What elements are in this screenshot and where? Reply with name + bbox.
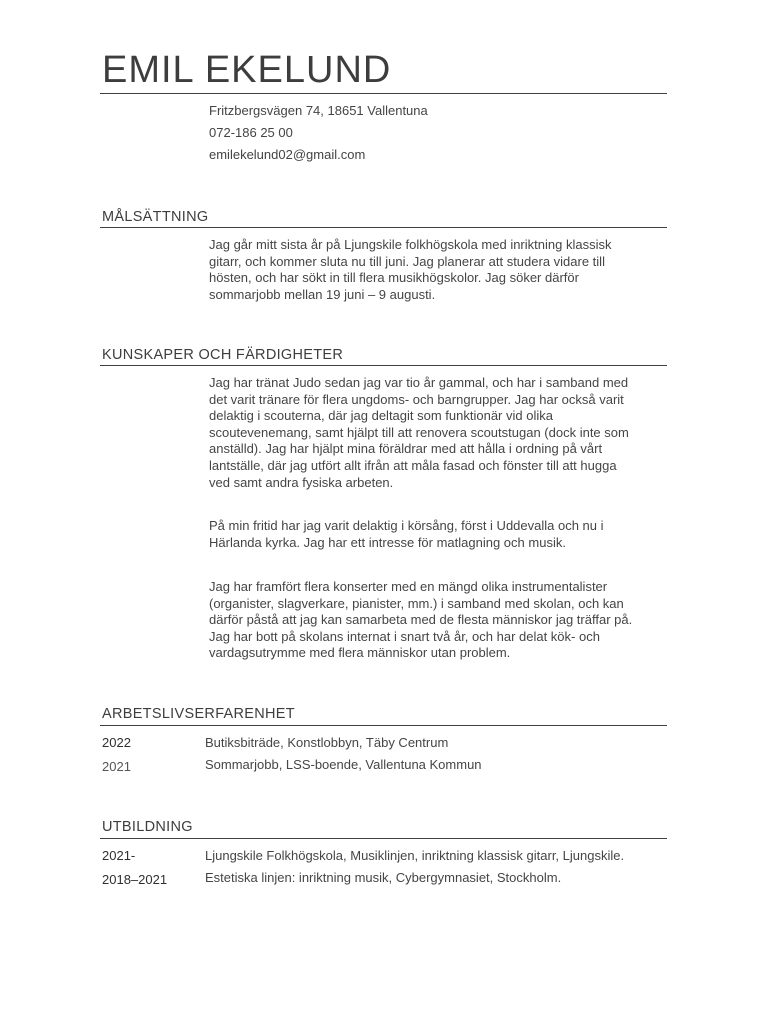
objective-heading: MÅLSÄTTNING	[102, 209, 209, 225]
skills-paragraph-3: Jag har framfört flera konserter med en mängd olika instrumentalister (organister, slagverkare, pianister, mm.) i samband med skolan, och kan därför påstå att jag kan samarbeta med de flesta människor jag träffar på. Jag har bott på skolans internat i snart två år, och har delat kök- och vardagsutrymme med flera människor utan problem.	[209, 579, 633, 661]
skills-paragraph-2: På min fritid har jag varit delaktig i körsång, först i Uddevalla och nu i Härlanda kyrka. Jag har ett intresse för matlagning och musik.	[209, 518, 604, 550]
education-description: Ljungskile Folkhögskola, Musiklinjen, inriktning klassisk gitarr, Ljungskile.	[205, 848, 625, 863]
objective-text: Jag går mitt sista år på Ljungskile folkhögskola med inriktning klassisk gitarr, och kommer sluta nu till juni. Jag planerar att studera vidare till hösten, och har sökt in till flera musikhögskolor. Jag söker därför sommarjobb mellan 19 juni – 9 augusti.	[209, 237, 612, 302]
objective-divider	[100, 227, 667, 228]
education-year: 2018–2021	[102, 872, 168, 887]
education-heading: UTBILDNING	[102, 819, 193, 835]
name-divider	[100, 93, 667, 94]
education-description: Estetiska linjen: inriktning musik, Cybergymnasiet, Stockholm.	[205, 870, 562, 885]
contact-email: emilekelund02@gmail.com	[209, 147, 366, 162]
skills-paragraph-1: Jag har tränat Judo sedan jag var tio år gammal, och har i samband med det varit tränare för flera ungdoms- och barngrupper. Jag har också varit delaktig i scouterna, där jag deltagit som funktionär vid olika scoutevenemang, samt hjälpt till att renovera scoutstugan (dock inte som anställd). Jag har hjälpt mina föräldrar med att hålla i ordning på vårt lantställe, där jag utfört allt ifrån att måla fasad och fönster till att hugga ved samt andra fysiska arbeten.	[209, 375, 629, 490]
contact-phone: 072-186 25 00	[209, 125, 293, 140]
education-divider	[100, 838, 667, 839]
education-year: 2021-	[102, 848, 136, 863]
skills-divider	[100, 365, 667, 366]
experience-year: 2022	[102, 735, 131, 750]
contact-address: Fritzbergsvägen 74, 18651 Vallentuna	[209, 103, 428, 118]
experience-description: Butiksbiträde, Konstlobbyn, Täby Centrum	[205, 735, 449, 750]
experience-heading: ARBETSLIVSERFARENHET	[102, 706, 295, 722]
applicant-name: EMIL EKELUND	[102, 49, 392, 91]
experience-year: 2021	[102, 759, 131, 774]
skills-heading: KUNSKAPER OCH FÄRDIGHETER	[102, 347, 344, 363]
experience-description: Sommarjobb, LSS-boende, Vallentuna Kommun	[205, 757, 482, 772]
experience-divider	[100, 725, 667, 726]
